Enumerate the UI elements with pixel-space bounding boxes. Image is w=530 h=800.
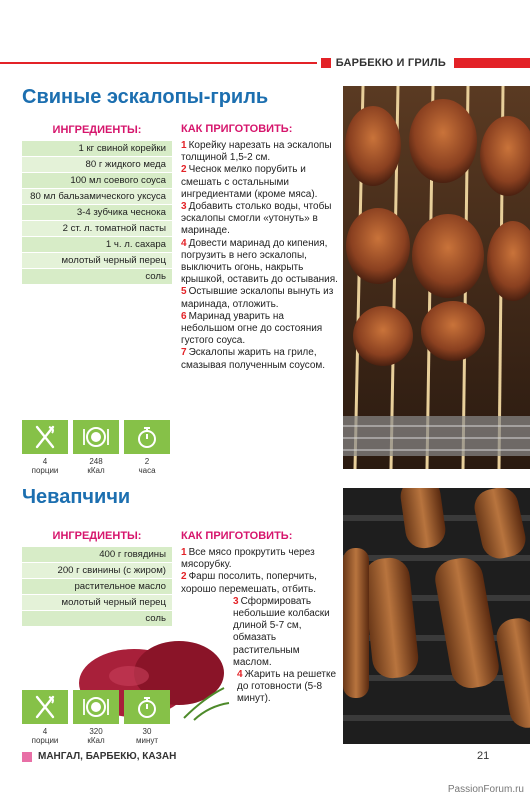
section-header: [0, 57, 530, 69]
ingredients-heading: ИНГРЕДИЕНТЫ:: [52, 124, 142, 136]
red-square-icon: [321, 58, 331, 68]
step: 1 Все мясо прокрутить через мясорубку.: [181, 547, 315, 571]
step: 3 Сформировать небольшие колбаски длиной 5-7 см, обмазать растительным маслом.: [233, 595, 330, 668]
ingredients-heading: ИНГРЕДИЕНТЫ:: [52, 530, 142, 542]
method-section: [181, 123, 339, 372]
cevapcici-photo: [343, 488, 530, 744]
footer-title: МАНГАЛ, БАРБЕКЮ, КАЗАН: [38, 751, 177, 762]
servings-stat: [22, 420, 68, 475]
recipe-title: Чевапчичи: [22, 486, 131, 508]
method-section: [181, 530, 339, 706]
ingredient-row: 3-4 зубчика чеснока: [22, 204, 172, 220]
fork-knife-icon: [22, 420, 68, 454]
ingredient-row: 80 г жидкого меда: [22, 156, 172, 172]
step: 6 Маринад уварить на небольшом огне до состояния густого соуса.: [181, 310, 323, 347]
ingredient-row: растительное масло: [22, 578, 172, 594]
fork-knife-icon: [22, 690, 68, 724]
grilled-skewers-photo: [343, 86, 530, 469]
plate-icon: [73, 690, 119, 724]
calories-value: 320: [89, 727, 103, 736]
ingredient-row: молотый черный перец: [22, 252, 172, 268]
step: 4 Жарить на решетке до готовности (5-8 минут).: [237, 669, 337, 705]
step: 2 Чеснок мелко порубить и смешать с остальными ингредиентами (кроме мяса).: [181, 164, 318, 200]
ingredient-row: 1 кг свиной корейки: [22, 140, 172, 156]
time-value: 30: [142, 727, 152, 736]
step: 1 Корейку нарезать на эскалопы толщиной 1,5-2 см.: [181, 140, 332, 164]
servings-value: 4: [42, 727, 48, 736]
time-unit: часа: [138, 466, 156, 475]
calories-unit: кКал: [87, 466, 105, 475]
ingredients-table: [22, 526, 172, 626]
method-heading: КАК ПРИГОТОВИТЬ:: [181, 123, 293, 135]
stopwatch-icon: [124, 690, 170, 724]
ingredient-row: соль: [22, 268, 172, 284]
section-title: БАРБЕКЮ И ГРИЛЬ: [335, 57, 446, 69]
step: 5 Остывшие эскалопы вынуть из маринада, отложить.: [181, 286, 334, 310]
ingredient-row: 80 мл бальзамического уксуса: [22, 188, 172, 204]
calories-stat: [73, 690, 119, 745]
ingredient-row: 400 г говядины: [22, 546, 172, 562]
ingredient-row: 200 г свинины (с жиром): [22, 562, 172, 578]
header-accent-bar: [454, 58, 530, 68]
page-number: 21: [477, 750, 490, 762]
ingredients-table: [22, 120, 172, 284]
calories-unit: кКал: [87, 736, 105, 745]
servings-value: 4: [42, 457, 48, 466]
servings-stat: [22, 690, 68, 745]
plate-icon: [73, 420, 119, 454]
recipe-stats: [22, 690, 170, 745]
ingredient-row: 1 ч. л. сахара: [22, 236, 172, 252]
step: 3 Добавить столько воды, чтобы эскалопы смогли «утонуть» в маринаде.: [181, 201, 332, 237]
watermark: PassionForum.ru: [447, 784, 524, 795]
step: 2 Фарш посолить, поперчить, хорошо перемешать, отбить.: [181, 571, 317, 595]
pink-square-icon: [22, 752, 32, 762]
step: 4 Довести маринад до кипения, погрузить в него эскалопы, выключить огонь, накрыть крышкой, оставить до остывания.: [181, 237, 338, 286]
ingredient-row: соль: [22, 610, 172, 626]
method-heading: КАК ПРИГОТОВИТЬ:: [181, 530, 293, 542]
section-tag: [317, 56, 454, 70]
magazine-footer: [22, 751, 176, 762]
step: 7 Эскалопы жарить на гриле, смазывая полученным соусом.: [181, 347, 326, 371]
recipe-stats: [22, 420, 170, 475]
time-unit: минут: [135, 736, 159, 745]
time-value: 2: [144, 457, 150, 466]
calories-value: 248: [89, 457, 103, 466]
stopwatch-icon: [124, 420, 170, 454]
time-stat: [124, 420, 170, 475]
servings-unit: порции: [31, 466, 59, 475]
servings-unit: порции: [31, 736, 59, 745]
ingredient-row: молотый черный перец: [22, 594, 172, 610]
time-stat: [124, 690, 170, 745]
calories-stat: [73, 420, 119, 475]
ingredient-row: 2 ст. л. томатной пасты: [22, 220, 172, 236]
ingredient-row: 100 мл соевого соуса: [22, 172, 172, 188]
recipe-title: Свиные эскалопы-гриль: [22, 86, 269, 108]
